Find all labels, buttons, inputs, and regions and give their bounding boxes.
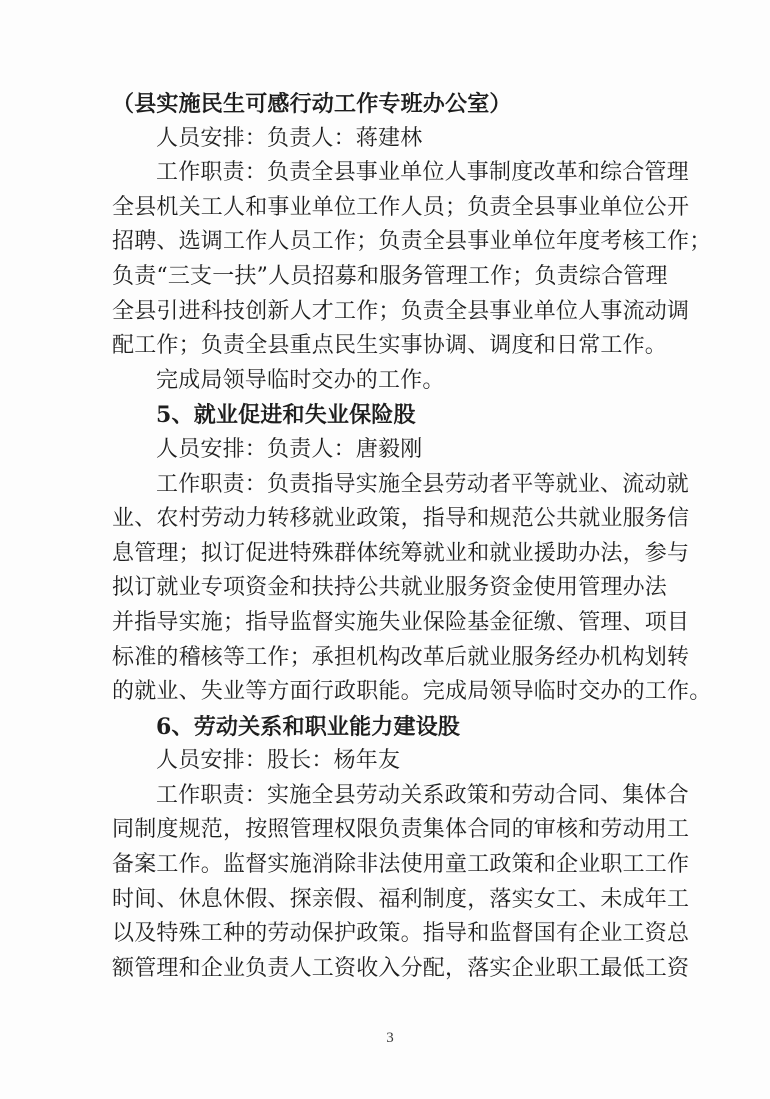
office-subtitle: （县实施民生可感行动工作专班办公室） [112,91,512,117]
duty-paragraph-line: 的就业、失业等方面行政职能。完成局领导临时交办的工作。 [112,679,712,705]
duty-paragraph-line: 工作职责：负责指导实施全县劳动者平等就业、流动就 [156,471,689,497]
duty-paragraph-line: 额管理和企业负责人工资收入分配，落实企业职工最低工资 [112,955,690,981]
document-body [112,87,712,986]
duty-paragraph-line: 时间、休息休假、探亲假、福利制度，落实女工、未成年工 [112,886,690,912]
duty-paragraph-line: 业、农村劳动力转移就业政策，指导和规范公共就业服务信 [112,506,690,532]
duty-paragraph-line: 招聘、选调工作人员工作；负责全县事业单位年度考核工作； [112,229,712,255]
duty-paragraph-line: 同制度规范，按照管理权限负责集体合同的审核和劳动用工 [112,817,690,843]
duty-paragraph-line: 备案工作。监督实施消除非法使用童工政策和企业职工工作 [112,852,690,878]
section-heading: 6、劳动关系和职业能力建设股 [156,713,461,740]
staff-line: 人员安排：负责人：蒋建林 [156,125,423,151]
duty-paragraph-line: 拟订就业专项资金和扶持公共就业服务资金使用管理办法 [112,575,668,601]
duty-paragraph-line: 负责“三支一扶”人员招募和服务管理工作；负责综合管理 [112,263,668,289]
duty-paragraph-line: 并指导实施；指导监督实施失业保险基金征缴、管理、项目 [112,609,690,635]
duty-paragraph-line: 全县机关工人和事业单位工作人员；负责全县事业单位公开 [112,194,690,220]
section-heading: 5、就业促进和失业保险股 [156,402,416,429]
duty-paragraph-line: 工作职责：实施全县劳动关系政策和劳动合同、集体合 [156,782,689,808]
duty-paragraph-line: 以及特殊工种的劳动保护政策。指导和监督国有企业工资总 [112,921,690,947]
duty-paragraph-line: 工作职责：负责全县事业单位人事制度改革和综合管理 [156,160,689,186]
duty-paragraph-line: 配工作；负责全县重点民生实事协调、调度和日常工作。 [112,333,668,359]
duty-paragraph-line: 息管理；拟订促进特殊群体统筹就业和就业援助办法，参与 [112,540,690,566]
closing-line: 完成局领导临时交办的工作。 [156,367,445,393]
duty-paragraph-line: 全县引进科技创新人才工作；负责全县事业单位人事流动调 [112,298,690,324]
staff-line: 人员安排：股长：杨年友 [156,748,401,774]
duty-paragraph-line: 标准的稽核等工作；承担机构改革后就业服务经办机构划转 [112,644,690,670]
staff-line: 人员安排：负责人：唐毅刚 [156,436,423,462]
page-number: 3 [386,1030,394,1046]
